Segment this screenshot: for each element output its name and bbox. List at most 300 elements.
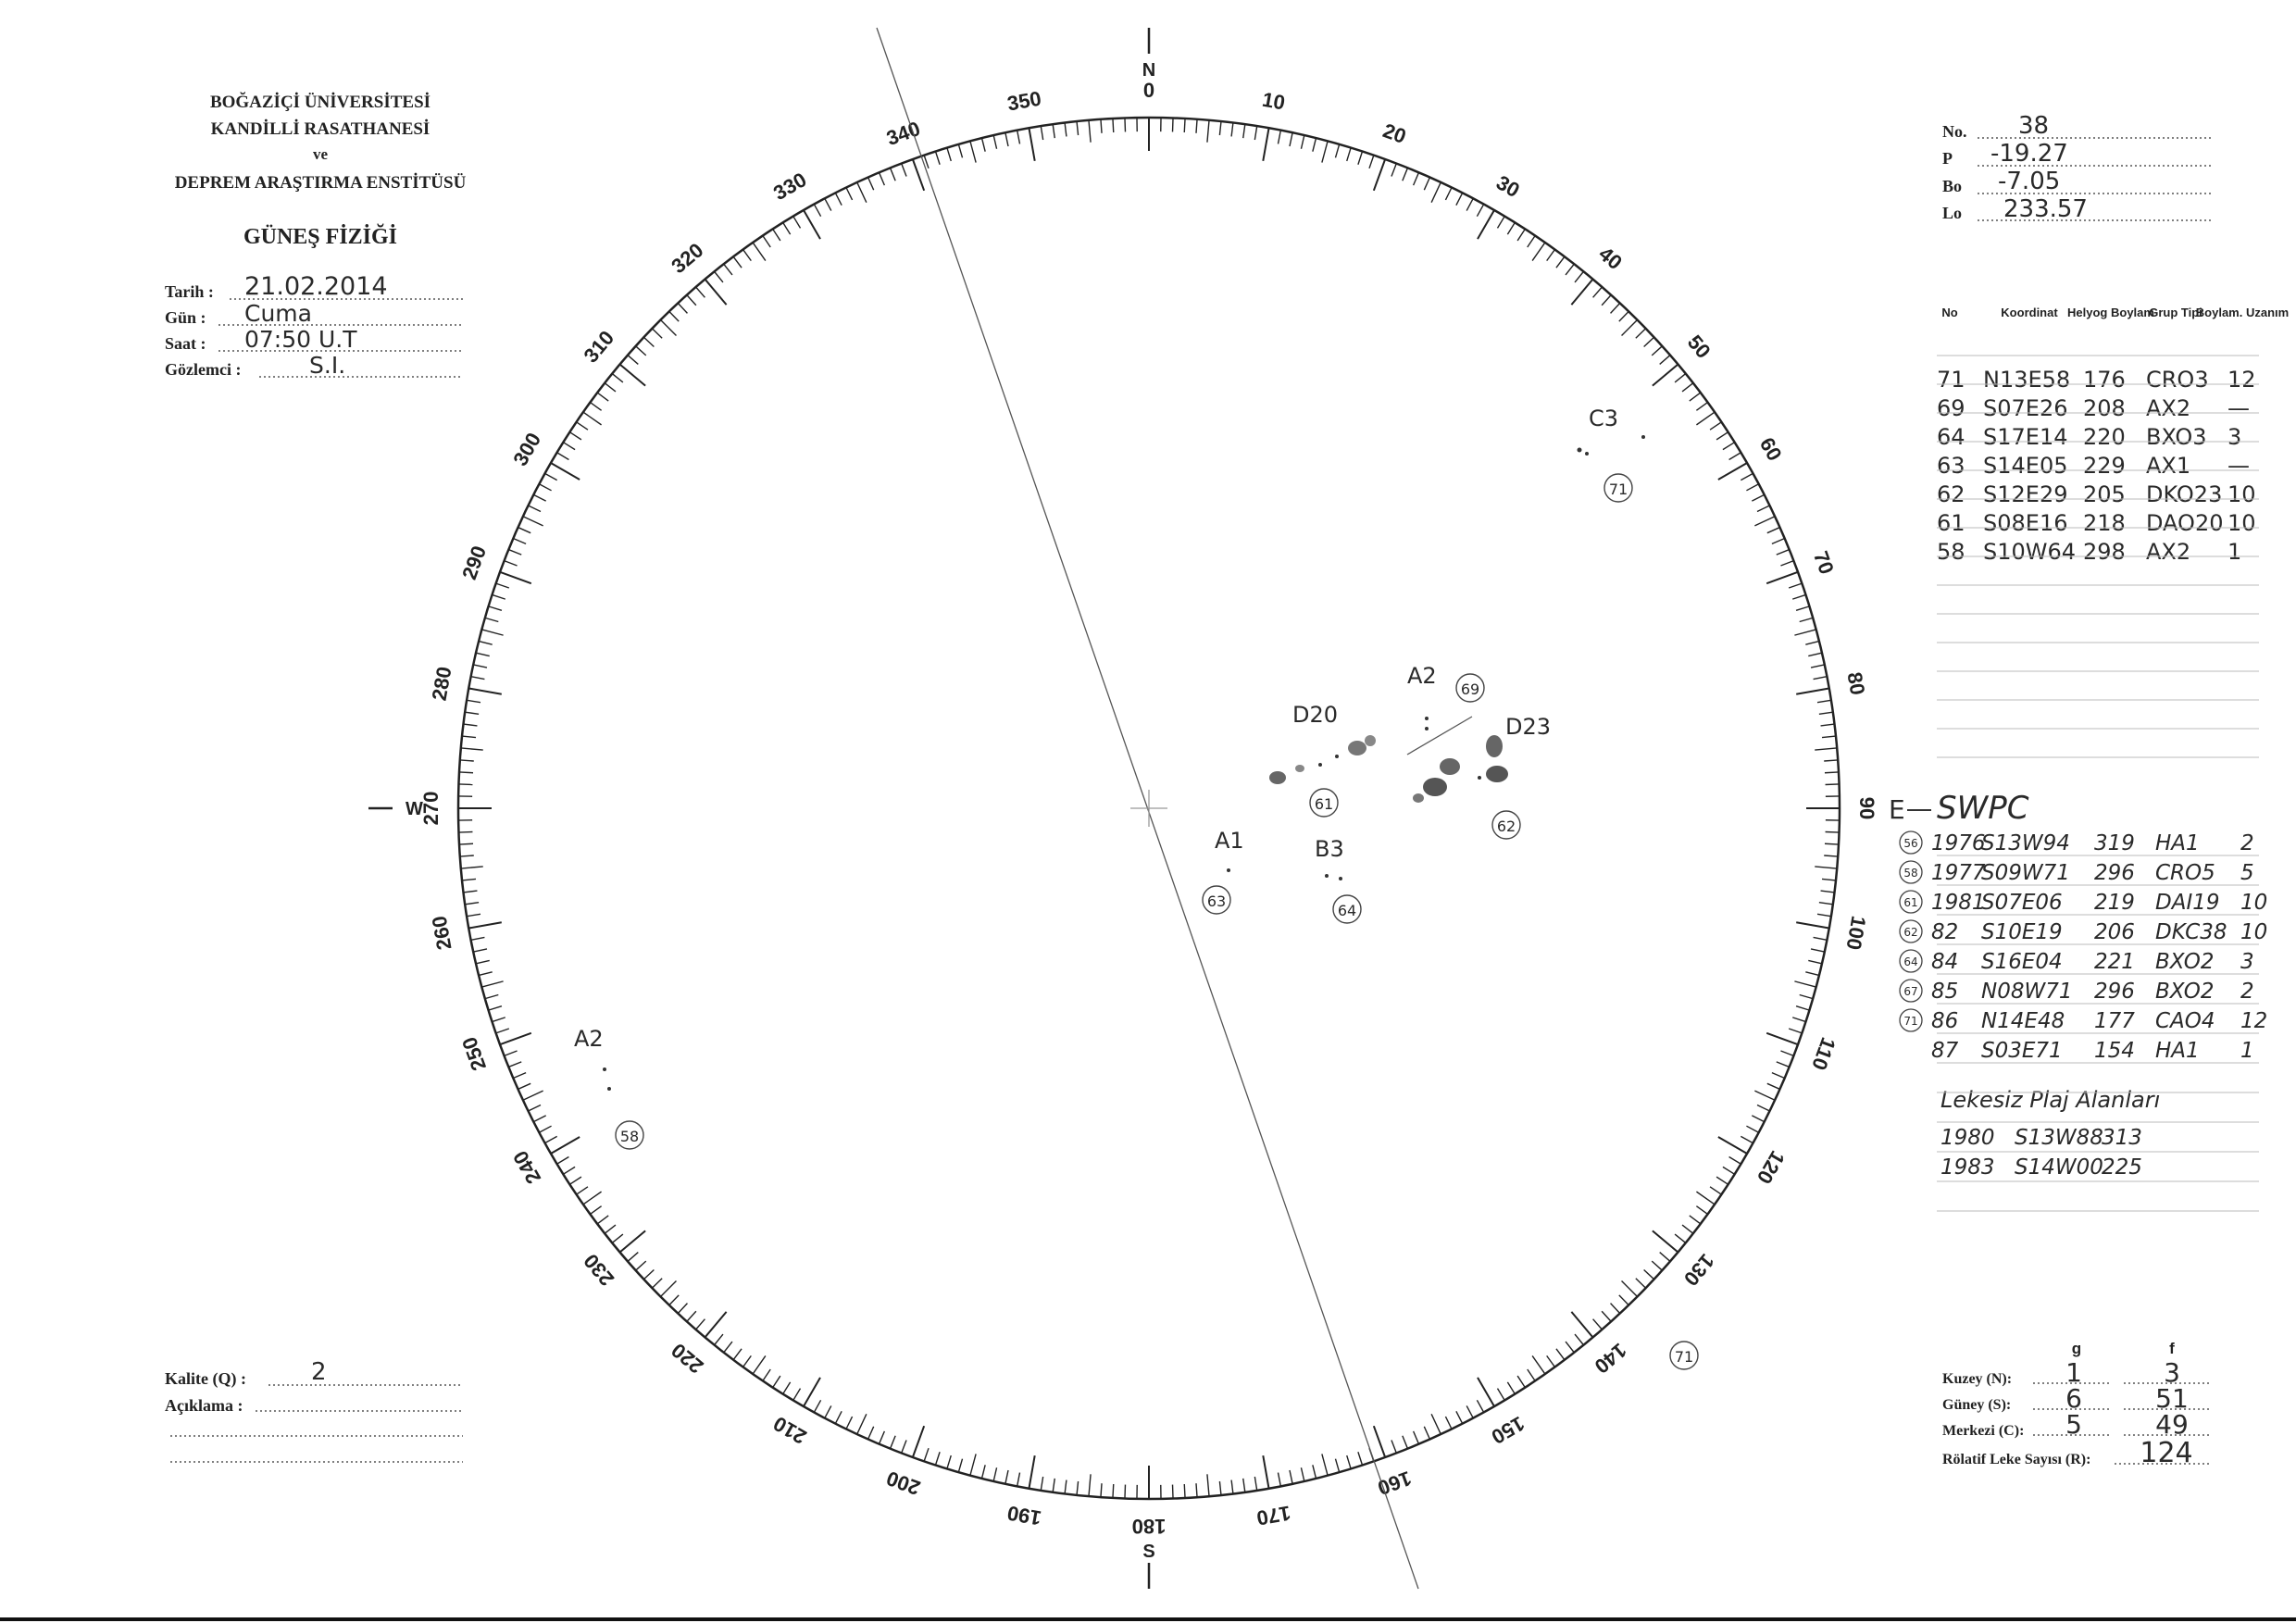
tick-mark: [1173, 1485, 1174, 1499]
rolatif-value[interactable]: 124: [2140, 1437, 2193, 1469]
tick-mark: [773, 229, 780, 241]
tick-mark: [696, 287, 705, 297]
tick-mark: [1825, 843, 1839, 844]
tick-mark: [705, 1312, 726, 1338]
tick-mark: [1219, 121, 1221, 135]
tick-mark: [1445, 1417, 1452, 1429]
tick-mark: [467, 700, 480, 702]
tick-mark: [687, 1311, 696, 1321]
spot-d20-6: [1365, 735, 1376, 746]
tick-mark: [1822, 736, 1836, 738]
swpc-cell: 2: [2240, 980, 2254, 1004]
tick-mark: [1571, 280, 1592, 306]
swpc-cell: DAI19: [2155, 891, 2220, 915]
degree-label: 300: [508, 429, 546, 470]
tick-mark: [473, 949, 487, 952]
merkezi-f-value[interactable]: 49: [2155, 1409, 2189, 1440]
tick-mark: [1805, 972, 1819, 976]
swpc-circle-num: 56: [1903, 837, 1918, 850]
observation-form: [165, 272, 463, 379]
swpc-cell: 3: [2240, 950, 2254, 974]
tick-mark: [1017, 131, 1020, 144]
tick-mark: [1660, 356, 1670, 365]
tick-mark: [1566, 1342, 1574, 1353]
tick-mark: [1611, 1304, 1620, 1314]
tick-mark: [846, 1417, 853, 1429]
tick-mark: [505, 1051, 518, 1055]
col-f-header: f: [2169, 1340, 2175, 1357]
tick-mark: [1358, 152, 1363, 165]
p-value[interactable]: -19.27: [1990, 140, 2068, 168]
tick-mark: [508, 550, 521, 556]
guney-label: Güney (S):: [1942, 1397, 2012, 1413]
groups-cell: S14E05: [1983, 453, 2068, 479]
tick-mark: [705, 280, 726, 306]
swpc-cell: 87: [1931, 1039, 1959, 1063]
spot-d20-3: [1318, 763, 1322, 767]
tick-mark: [513, 539, 526, 544]
gozlemci-value[interactable]: S.I.: [309, 352, 346, 379]
spot-a2-2: [1425, 727, 1429, 730]
tick-mark: [643, 1270, 654, 1280]
tick-mark: [518, 528, 530, 533]
plage-cell: S14W00: [2015, 1155, 2103, 1180]
tick-mark: [660, 319, 676, 335]
tick-mark: [1710, 1187, 1721, 1194]
tick-mark: [1622, 1281, 1638, 1297]
plage-cell: 1983: [1940, 1155, 1995, 1180]
degree-label: 0: [1142, 78, 1155, 102]
tick-mark: [489, 1006, 502, 1010]
tick-mark: [1184, 1484, 1185, 1498]
tick-mark: [458, 784, 472, 785]
tick-mark: [1219, 1481, 1221, 1495]
plage-cell: 313: [2102, 1126, 2142, 1150]
spot-d23-6: [1478, 776, 1481, 780]
tick-mark: [1125, 1485, 1126, 1499]
sunspot-annotations: [574, 406, 1698, 1369]
tick-mark: [505, 561, 518, 566]
tick-mark: [947, 1455, 951, 1468]
degree-label: 270: [418, 791, 443, 826]
spot-d20-5: [1348, 741, 1366, 755]
tick-mark: [825, 198, 831, 210]
tick-mark: [1053, 1479, 1054, 1492]
degree-label: 250: [457, 1033, 492, 1074]
lo-label: Lo: [1942, 204, 1963, 222]
label-a1: A1: [1215, 828, 1244, 854]
tick-mark: [1478, 1378, 1494, 1406]
tick-mark: [590, 403, 601, 411]
tick-mark: [1821, 891, 1835, 893]
tick-mark: [545, 1136, 557, 1142]
groups-cell: AX2: [2146, 395, 2191, 421]
tick-mark: [1796, 688, 1828, 693]
tick-mark: [620, 364, 646, 385]
degree-label: 210: [769, 1411, 811, 1449]
circle-69-num: 69: [1460, 680, 1480, 698]
tick-mark: [783, 222, 791, 234]
tarih-value[interactable]: 21.02.2014: [244, 272, 388, 301]
tick-mark: [1466, 198, 1473, 210]
tick-mark: [539, 1126, 551, 1132]
tick-mark: [628, 1253, 638, 1262]
tick-mark: [763, 236, 770, 247]
tick-mark: [612, 374, 623, 382]
tick-mark: [958, 144, 962, 157]
tick-mark: [1113, 119, 1114, 132]
tick-mark: [1313, 138, 1316, 152]
tick-mark: [473, 665, 487, 668]
spot-c3-3: [1641, 435, 1645, 439]
tick-mark: [783, 1382, 791, 1394]
groups-cell: 63: [1937, 453, 1965, 479]
groups-cell: 220: [2083, 424, 2126, 450]
tick-mark: [1089, 1474, 1091, 1496]
tick-mark: [1777, 1062, 1790, 1067]
tick-mark: [1528, 1369, 1535, 1380]
tick-mark: [458, 832, 472, 833]
tick-mark: [1675, 1234, 1686, 1242]
groups-cell: 176: [2083, 367, 2126, 393]
kalite-value[interactable]: 2: [311, 1358, 327, 1386]
p-label: P: [1942, 149, 1953, 168]
spot-a2l-1: [603, 1067, 606, 1071]
swpc-cell: HA1: [2155, 1039, 2200, 1063]
swpc-cell: 319: [2094, 831, 2135, 855]
no-label: No.: [1942, 122, 1967, 141]
tick-mark: [583, 412, 602, 425]
saat-value[interactable]: 07:50 U.T: [244, 326, 357, 353]
swpc-cell: 1: [2240, 1039, 2254, 1063]
guney-f-value[interactable]: 51: [2155, 1383, 2189, 1414]
tick-mark: [643, 337, 654, 346]
tick-mark: [1766, 1033, 1798, 1044]
tick-mark: [1817, 914, 1831, 916]
tick-mark: [513, 1073, 526, 1079]
tick-mark: [1322, 1454, 1328, 1475]
tick-mark: [605, 383, 616, 392]
tick-mark: [462, 736, 476, 738]
tick-mark: [1808, 960, 1822, 963]
tick-mark: [462, 879, 476, 880]
swpc-cell: DKC38: [2155, 920, 2227, 944]
bo-value[interactable]: -7.05: [1998, 168, 2061, 195]
tick-mark: [1619, 311, 1628, 321]
tick-mark: [935, 152, 940, 165]
degree-label: 350: [1005, 86, 1043, 116]
spot-d23-2: [1423, 778, 1447, 796]
tick-mark: [1767, 528, 1780, 533]
guney-g-value[interactable]: 6: [2065, 1383, 2082, 1414]
tick-mark: [481, 630, 503, 635]
tick-mark: [1322, 141, 1328, 162]
tick-mark: [459, 843, 473, 844]
tick-mark: [1780, 561, 1793, 566]
tick-mark: [464, 724, 478, 726]
groups-cell: S10W64: [1983, 539, 2077, 565]
saat-label: Saat :: [165, 334, 206, 353]
tick-mark: [1682, 383, 1693, 392]
tick-mark: [1814, 677, 1828, 680]
plage-cell: 225: [2102, 1155, 2142, 1180]
tick-mark: [970, 1454, 976, 1475]
tick-mark: [1347, 148, 1351, 161]
groups-cell: —: [2227, 395, 2250, 421]
swpc-cell: 1981: [1931, 891, 1986, 915]
tick-mark: [551, 463, 580, 480]
tick-mark: [523, 517, 543, 526]
kuzey-f-value[interactable]: 3: [2164, 1357, 2180, 1388]
tick-mark: [1547, 249, 1555, 260]
tick-mark: [1772, 1073, 1785, 1079]
tick-mark: [1053, 124, 1054, 138]
plage-title: Lekesiz Plaj Alanları: [1940, 1087, 2161, 1113]
tick-mark: [880, 172, 885, 185]
tick-mark: [1547, 1355, 1555, 1367]
degree-label: 340: [883, 117, 924, 151]
degree-label: 330: [769, 168, 811, 206]
tick-mark: [1278, 1473, 1280, 1487]
degree-label: 200: [883, 1466, 924, 1500]
tick-mark: [1796, 606, 1809, 610]
tick-mark: [660, 1281, 676, 1297]
kalite-label: Kalite (Q) :: [165, 1369, 246, 1388]
groups-cell: S17E14: [1983, 424, 2068, 450]
degree-label: 60: [1754, 433, 1787, 466]
degree-label: 20: [1379, 119, 1410, 149]
tick-mark: [1424, 177, 1429, 190]
tick-mark: [465, 712, 479, 714]
groups-cell: 229: [2083, 453, 2126, 479]
merkezi-g-value[interactable]: 5: [2065, 1409, 2082, 1440]
swpc-circle-num: 62: [1903, 926, 1918, 939]
groups-cell: S12E29: [1983, 481, 2068, 507]
tick-mark: [1431, 1414, 1441, 1434]
tick-mark: [1718, 463, 1747, 480]
groups-cell: 69: [1937, 395, 1965, 421]
tick-mark: [1824, 760, 1838, 761]
swpc-cell: N14E48: [1981, 1009, 2065, 1033]
tick-mark: [1517, 1376, 1525, 1388]
swpc-cell: 177: [2094, 1009, 2135, 1033]
counts-block: [1942, 1340, 2211, 1469]
tick-mark: [1556, 1349, 1565, 1360]
tick-mark: [793, 1389, 801, 1401]
tick-mark: [539, 484, 551, 491]
swpc-cell: 221: [2094, 950, 2135, 974]
swpc-cell: 5: [2240, 861, 2254, 885]
tick-mark: [1622, 319, 1638, 335]
degree-label: 80: [1842, 670, 1870, 697]
table-header-no: No: [1941, 306, 1958, 319]
tick-mark: [669, 311, 679, 321]
tick-mark: [485, 994, 498, 998]
degree-label: 260: [427, 914, 456, 952]
tick-mark: [1017, 1473, 1020, 1487]
tick-mark: [1602, 1311, 1611, 1321]
tick-mark: [1456, 193, 1463, 205]
groups-cell: AX1: [2146, 453, 2191, 479]
tick-mark: [485, 618, 498, 621]
tick-mark: [471, 937, 485, 940]
solar-parameters: [1942, 112, 2211, 223]
tick-mark: [1723, 443, 1735, 450]
degree-label: 280: [427, 665, 456, 703]
tick-mark: [1814, 937, 1828, 940]
label-a2-left: A2: [574, 1026, 604, 1052]
tick-mark: [1593, 1319, 1603, 1330]
tick-mark: [1752, 1116, 1764, 1122]
kuzey-g-value[interactable]: 1: [2065, 1357, 2082, 1388]
tick-mark: [1005, 132, 1008, 146]
tick-mark: [1822, 879, 1836, 880]
swpc-cell: 154: [2094, 1039, 2135, 1063]
degree-label: 240: [508, 1146, 546, 1188]
plage-rows: [1940, 1126, 2142, 1180]
spot-d23-1: [1440, 758, 1460, 775]
swpc-cell: 1976: [1931, 831, 1986, 855]
tick-mark: [1301, 135, 1304, 149]
degree-label: 170: [1254, 1501, 1292, 1530]
tick-mark: [1716, 1177, 1728, 1184]
tick-mark: [1792, 1017, 1805, 1022]
no-value[interactable]: 38: [2018, 112, 2050, 140]
tick-mark: [1653, 364, 1678, 385]
institution-header: [175, 92, 467, 249]
tick-mark: [1005, 1470, 1008, 1484]
gozlemci-label: Gözlemci :: [165, 360, 242, 379]
tick-mark: [1819, 903, 1833, 905]
tick-mark: [1125, 118, 1126, 131]
tick-mark: [1196, 119, 1197, 133]
tick-mark: [825, 1405, 831, 1417]
tick-mark: [1821, 724, 1835, 726]
tick-mark: [1690, 393, 1701, 401]
tick-mark: [620, 1230, 646, 1252]
degree-label: 90: [1855, 796, 1879, 820]
spot-b3-2: [1339, 877, 1342, 880]
tick-mark: [753, 1355, 766, 1374]
tick-mark: [1825, 772, 1839, 773]
tick-mark: [1041, 1477, 1042, 1491]
swpc-circle-num: 58: [1903, 867, 1918, 880]
tick-mark: [804, 1378, 820, 1406]
tick-mark: [1824, 855, 1838, 856]
tick-mark: [628, 356, 638, 365]
tick-mark: [1254, 126, 1256, 140]
tick-mark: [1335, 1459, 1339, 1472]
swpc-cell: CAO4: [2155, 1009, 2215, 1033]
institution-line-4: DEPREM ARAŞTIRMA ENSTİTÜSÜ: [174, 173, 467, 193]
tick-mark: [913, 159, 924, 191]
tick-mark: [1507, 1382, 1515, 1394]
tick-mark: [460, 760, 474, 761]
circle-71-outside-num: 71: [1674, 1348, 1694, 1366]
swpc-cell: 2: [2240, 831, 2254, 855]
tick-mark: [1811, 949, 1825, 952]
tick-mark: [1532, 243, 1545, 261]
degree-label: 320: [667, 238, 708, 279]
degree-label: 150: [1487, 1411, 1529, 1449]
tick-mark: [1497, 1389, 1504, 1401]
tick-mark: [1675, 374, 1686, 382]
tick-mark: [724, 1342, 732, 1353]
tick-mark: [1556, 256, 1565, 268]
tick-mark: [1741, 473, 1753, 480]
groups-cell: S08E16: [1983, 510, 2068, 536]
tick-mark: [1077, 1481, 1079, 1495]
tick-mark: [1815, 748, 1837, 750]
table-header-grup: Grup Tipi: [2149, 306, 2202, 319]
tick-mark: [958, 1459, 962, 1472]
tick-mark: [1566, 264, 1574, 275]
tick-mark: [1723, 1167, 1735, 1174]
groups-cell: 10: [2227, 510, 2256, 536]
tick-mark: [577, 422, 588, 430]
circle-64-num: 64: [1337, 902, 1357, 919]
swpc-cell: 86: [1931, 1009, 1959, 1033]
tick-mark: [1243, 124, 1245, 138]
tick-mark: [724, 264, 732, 275]
tick-mark: [1571, 1312, 1592, 1338]
tick-mark: [1029, 1455, 1034, 1488]
tick-mark: [891, 168, 896, 181]
tick-mark: [1789, 1029, 1802, 1033]
tick-mark: [1644, 1270, 1654, 1280]
tick-mark: [982, 1465, 986, 1479]
swpc-cell: N08W71: [1981, 980, 2073, 1004]
tick-mark: [1652, 346, 1662, 356]
tick-mark: [1800, 994, 1813, 998]
swpc-rows: [1900, 831, 2267, 1063]
tick-mark: [1391, 1440, 1396, 1453]
tick-mark: [1184, 119, 1185, 132]
spot-d20-1: [1269, 771, 1286, 784]
tick-mark: [1644, 337, 1654, 346]
groups-table: [1937, 306, 2289, 757]
lo-value[interactable]: 233.57: [2003, 195, 2088, 223]
tick-mark: [1207, 120, 1209, 143]
tick-mark: [1777, 550, 1790, 556]
aciklama-label: Açıklama :: [165, 1396, 243, 1415]
groups-table-rows: [1937, 367, 2256, 565]
degree-label: 230: [579, 1249, 619, 1291]
plage-cell: S13W88: [2015, 1126, 2103, 1150]
groups-cell: 64: [1937, 424, 1965, 450]
tick-mark: [678, 1304, 687, 1314]
tick-mark: [460, 855, 474, 856]
tick-mark: [1403, 1436, 1408, 1449]
tick-mark: [1696, 1206, 1707, 1215]
spot-d23-3: [1413, 793, 1424, 803]
swpc-cell: 10: [2240, 891, 2268, 915]
tick-mark: [715, 1334, 723, 1345]
tick-mark: [1808, 653, 1822, 655]
groups-cell: 58: [1937, 539, 1965, 565]
spot-c3-1: [1578, 448, 1582, 453]
spot-d23-4: [1486, 735, 1503, 757]
swpc-block: [1889, 790, 2267, 1211]
tick-mark: [1826, 784, 1840, 785]
gun-value[interactable]: Cuma: [244, 300, 312, 327]
swpc-cell: BXO2: [2155, 980, 2215, 1004]
groups-cell: 61: [1937, 510, 1965, 536]
tick-mark: [1746, 484, 1758, 491]
tick-mark: [715, 271, 723, 282]
tick-mark: [1347, 1455, 1351, 1468]
tick-mark: [528, 1105, 540, 1111]
